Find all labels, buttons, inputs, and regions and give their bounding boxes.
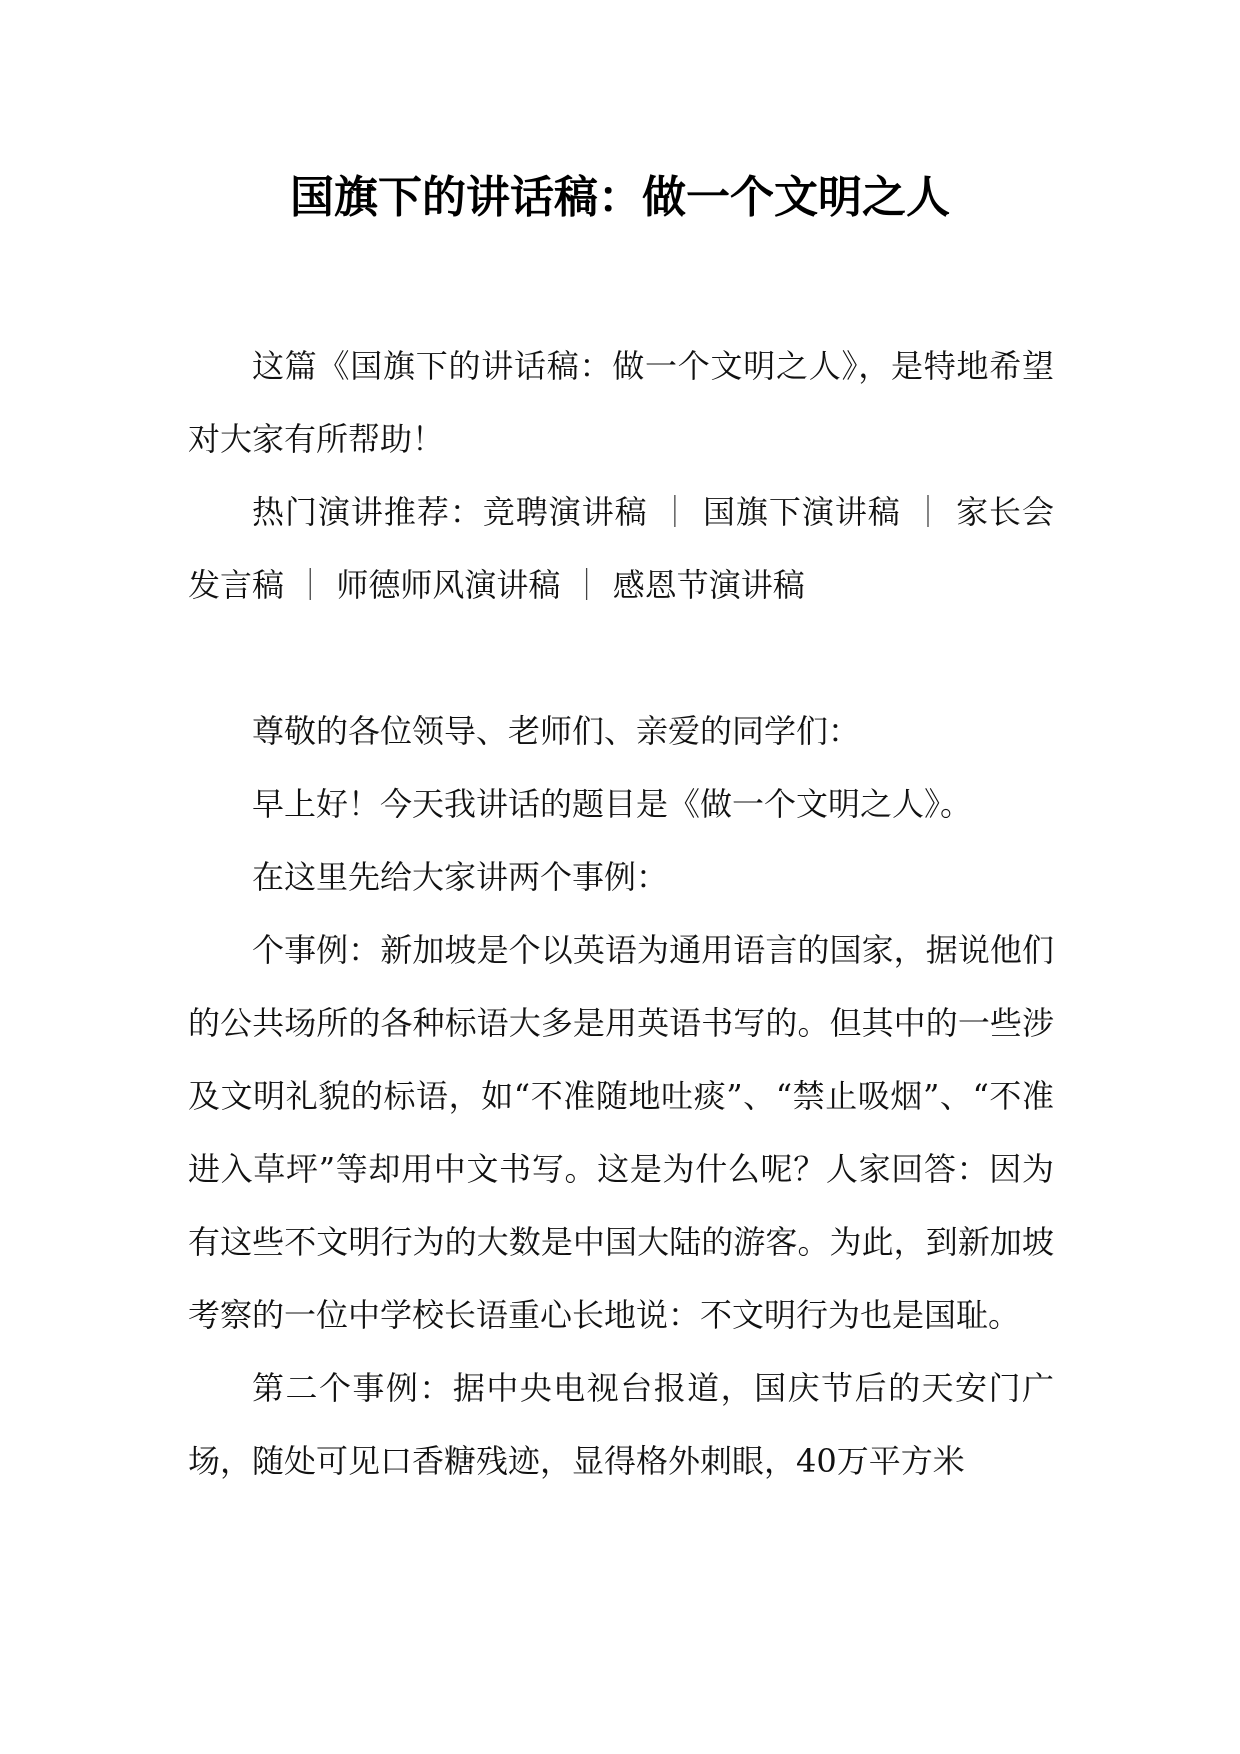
recommend-link-5[interactable]: 感恩节演讲稿 bbox=[612, 566, 805, 604]
salutation-paragraph: 尊敬的各位领导、老师们、亲爱的同学们： bbox=[252, 712, 861, 750]
link-separator: ｜ bbox=[570, 566, 603, 604]
lead-in-paragraph: 在这里先给大家讲两个事例： bbox=[252, 858, 669, 896]
recommend-prefix: 热门演讲推荐： bbox=[252, 493, 483, 531]
recommend-paragraph bbox=[188, 476, 1054, 622]
intro-paragraph: 这篇《国旗下的讲话稿：做一个文明之人》，是特地希望对大家有所帮助！ bbox=[188, 347, 1054, 458]
recommend-link-2[interactable]: 国旗下演讲稿 bbox=[702, 493, 901, 531]
document-body bbox=[188, 330, 1054, 1498]
link-separator: ｜ bbox=[911, 493, 945, 531]
link-separator: ｜ bbox=[658, 493, 692, 531]
recommend-link-4[interactable]: 师德师风演讲稿 bbox=[336, 566, 561, 604]
recommend-link-3[interactable]: 家长会发言稿 bbox=[188, 493, 1055, 604]
page-title: 国旗下的讲话稿：做一个文明之人 bbox=[290, 172, 950, 223]
example-two-paragraph: 第二个事例：据中央电视台报道，国庆节后的天安门广场，随处可见口香糖残迹，显得格外刺眼，40万平方米 bbox=[188, 1369, 1054, 1480]
greeting-paragraph: 早上好！今天我讲话的题目是《做一个文明之人》。 bbox=[252, 785, 973, 823]
blank-line bbox=[188, 622, 1054, 695]
link-separator: ｜ bbox=[294, 566, 327, 604]
example-one-paragraph: 个事例：新加坡是个以英语为通用语言的国家，据说他们的公共场所的各种标语大多是用英语书写的。但其中的一些涉及文明礼貌的标语，如“不准随地吐痰”、“禁止吸烟”、“不准进入草坪”等却用中文书写。这是为什么呢？人家回答：因为有这些不文明行为的大数是中国大陆的游客。为此，到新加坡考察的一位中学校长语重心长地说：不文明行为也是国耻。 bbox=[188, 931, 1054, 1334]
recommend-link-1[interactable]: 竞聘演讲稿 bbox=[482, 493, 648, 531]
